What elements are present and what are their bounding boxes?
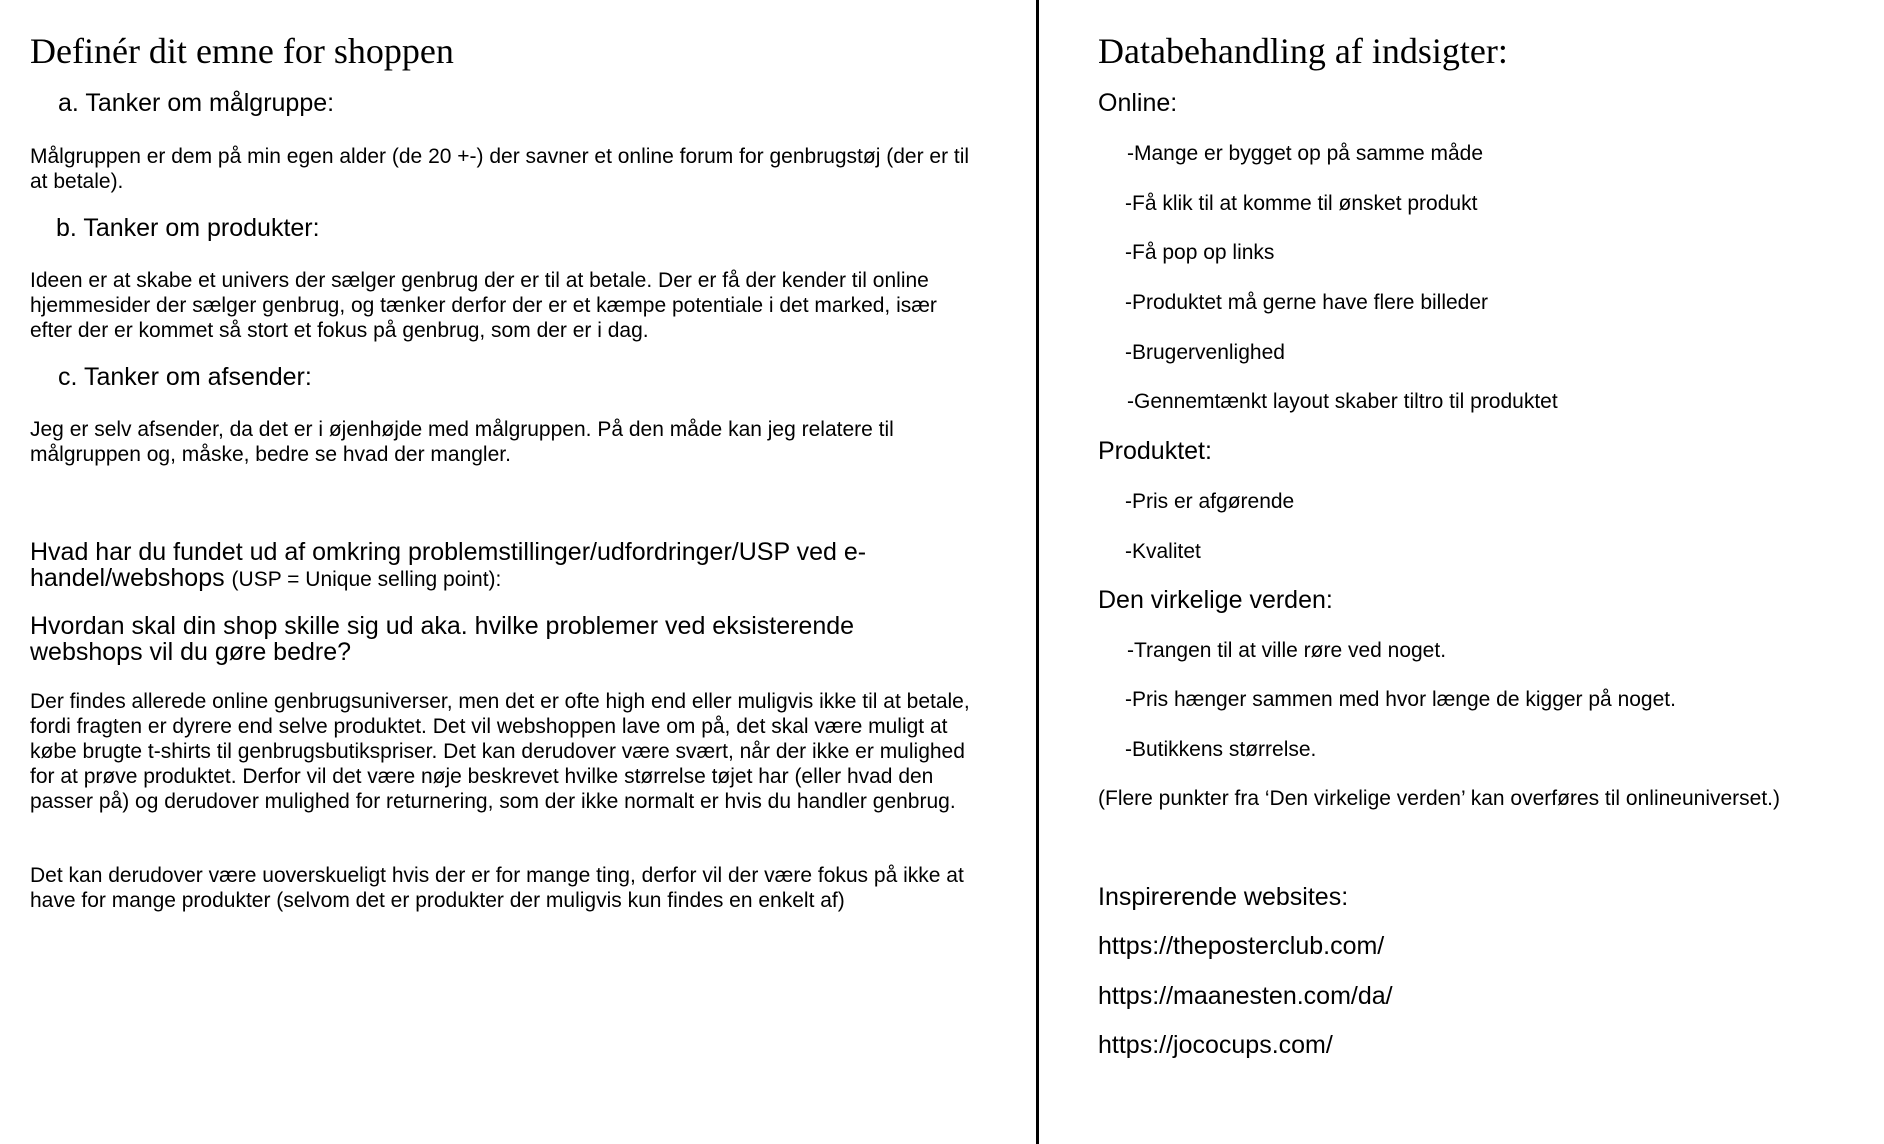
real-world-item: -Butikkens størrelse. (1125, 738, 1317, 761)
product-item: -Pris er afgørende (1125, 490, 1295, 513)
online-item: -Produktet må gerne have flere billeder (1125, 291, 1489, 314)
online-item: -Brugervenlighed (1125, 341, 1285, 364)
heading-product: Produktet: (1098, 437, 1212, 465)
question-usp-main: Hvad har du fundet ud af omkring problemstillinger/udfordringer/USP ved e-handel/webshops (30, 538, 867, 592)
website-link[interactable]: https://jococups.com/ (1098, 1031, 1333, 1059)
heading-inspiring-websites: Inspirerende websites: (1098, 883, 1349, 911)
online-item: -Få klik til at komme til ønsket produkt (1125, 192, 1478, 215)
heading-target-group: a. Tanker om målgruppe: (58, 89, 335, 117)
column-divider (1036, 0, 1039, 1144)
heading-online: Online: (1098, 89, 1178, 117)
text-sender: Jeg er selv afsender, da det er i øjenhøjde med målgruppen. På den måde kan jeg relatere til målgruppen og, måske, bedre se hvad der mangler. (30, 418, 894, 466)
heading-products: b. Tanker om produkter: (56, 214, 320, 242)
text-target-group: Målgruppen er dem på min egen alder (de 20 +-) der savner et online forum for genbrugstøj (der er til at betale). (30, 145, 970, 193)
website-link[interactable]: https://theposterclub.com/ (1098, 932, 1385, 960)
right-title: Databehandling af indsigter: (1098, 31, 1508, 71)
online-item: -Mange er bygget op på samme måde (1127, 142, 1484, 165)
question-differentiation: Hvordan skal din shop skille sig ud aka. hvilke problemer ved eksisterende webshops vil du gøre bedre? (30, 612, 855, 666)
heading-sender: c. Tanker om afsender: (58, 363, 312, 391)
paragraph-differentiation-2: Det kan derudover være uoverskueligt hvis der er for mange ting, derfor vil der være fokus på ikke at have for mange produkter (selvom det er produkter der muligvis kun findes en enkelt af) (30, 864, 964, 912)
transfer-note: (Flere punkter fra ‘Den virkelige verden’ kan overføres til onlineuniverset.) (1098, 787, 1781, 810)
product-item: -Kvalitet (1125, 540, 1201, 563)
heading-real-world: Den virkelige verden: (1098, 586, 1333, 614)
online-item: -Få pop op links (1125, 241, 1275, 264)
online-item: -Gennemtænkt layout skaber tiltro til produktet (1127, 390, 1558, 413)
paragraph-differentiation-1: Der findes allerede online genbrugsuniverser, men det er ofte high end eller muligvis ikke til at betale, fordi fragten er dyrere end selve produktet. Det vil webshoppen lave om på, det skal være muligt at købe brugte t-shirts til genbrugsbutikspriser. Det kan derudover være svært, når der ikke er mulighed for at prøve produktet. Derfor vil det være nøje beskrevet hvilke størrelse tøjet har (eller hvad den passer på) og derudover mulighed for returnering, som der ikke normalt er hvis du handler genbrug. (30, 690, 970, 813)
question-usp (30, 539, 910, 593)
question-usp-note: (USP = Unique selling point): (231, 568, 502, 591)
website-link[interactable]: https://maanesten.com/da/ (1098, 982, 1393, 1010)
real-world-item: -Pris hænger sammen med hvor længe de kigger på noget. (1125, 688, 1676, 711)
left-title: Definér dit emne for shoppen (30, 31, 454, 71)
real-world-item: -Trangen til at ville røre ved noget. (1127, 639, 1447, 662)
text-products: Ideen er at skabe et univers der sælger genbrug der er til at betale. Der er få der kender til online hjemmesider der sælger genbrug, og tænker derfor der er et kæmpe potentiale i det marked, især efter der er kommet så stort et fokus på genbrug, som der er i dag. (30, 269, 937, 342)
